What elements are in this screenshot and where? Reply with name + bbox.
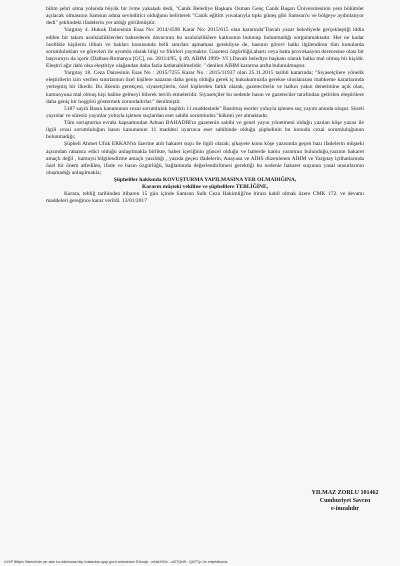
paragraph-yargitay-4: Yargıtay 4. Hukuk Dairesinin Esas No: 2014/4596 Karar No: 2015/615 olan kararında"Davalı yazar belediyede gerçekleştiği iddia edilen bir takım usulsüzlüklerden bahsederek davacının bu usulsüzlüklere katkısının bulunup bulunmadığı sorgulamaktadır. Her ne kadar özellikle kişilerin itibarı ve hakları konusunda belli sınırları aşmaması gerekliyse de, basının görevi halkı ilgilendiren tüm konularda sorumlulukları ve görevleri ile uyumlu olarak bilgi ve fikirleri yaymaktır. Gazeteci özgürlüğü,abartı veya hatta provokasyon derecesine olası bir başvuruyu da içerir (Dalban-Romanya [GC], no. 28114/95, § 49, AİHM 1999- VI ).Davalı belediye başkanı olarak halka mal olmuş bir kişidir. Eleştiri ağır dahi olsa eleştiriye olağandan daha fazla katlanabilmelidir. " denilen AİHM kararına atıfta bulunulmuştur. [46,27,364,69]
uyap-footer: UYAP Bilişim Sistemi'nde yer alan bu dokümana http://vatandas.uyap.gov.tr adresinden RJtomje - mhkkXH2e - utGTQeW - QAITTy= ile erişebilirsiniz. [4,560,229,564]
signature-name: YILMAZ ZORLU 101462 [311,490,379,496]
signature-block [300,489,390,513]
paragraph-yargitay-18: Yargıtay 18. Ceza Dairesinin Esas No : 2015/7255 Karar No : 2015/11937 olan 25.11.2015 tarihli kararında; "Siyasetçilere yönelik eleştirilerin izin verilen sınırlarının özel kişilere nazaran daha geniş olduğu gerek iç hukukumuzda gerekse uluslararası mahkeme kararlarında yerleşmiş bir ilkedir. Bu ilkenin gerekçesi, siyasetçilerin, özel kişilerden farklı olarak, gazetecilerin ve halkın yakın denetimine açık olan, kamuoyuna mal olmuş kişi haline gelmeyi bilerek tercih etmeleridir. Siyasetçiler bu nedenle basın ve gazeteciler tarafından getirilen eleştirilere daha geniş bir hoşgörü göstermek zorundadırlar." denilmiştir. [46,70,364,105]
decision-notification: Kararın müşteki vekiline ve şüphelilere TEBLİĞİNE, [141,184,269,191]
signature-status: e-imzalıdır [331,506,359,512]
paragraph-intro: bilim şehri olma yolunda büyük bir ivme yakaladı dedi, "Canik Belediye Başkanı Osman Genç Canik Başarı Üniversitesinin yeni bölümler açılacak olmasının Samsun adına sevindirici olduğunu belirterek "Canik eğitim yuvalarıyla tıpkı güneş gibi Samsun'u ve bölgeye aydınlatıyor dedi" şeklindeki ifadelerin yer aldığı görülmüştür. [46,6,364,27]
decision-no-prosecution: Şüpheliler hakkında KOVUŞTURMA YAPILMASINA YER OLMADIĞINA, [113,177,297,183]
decision-body [46,6,364,206]
paragraph-evidence: Tüm soruşturma evrakı kapsamından Adnan BAHADIR'ın gazetenin sahibi ve genel yayın yönetmeni olduğu yazılan köşe yazısı ile ilgili cezai sorumluluğun basın kanununun 11 maddesi uyarınca eser sahibinde olduğu şüphelinin bu konuda cezai sorumluluğunun bulunmadığı; [46,120,364,141]
paragraph-press-law: 5187 sayılı Basın kanununun cezai sorumluluk başlıklı 11.maddesinde" Basılmış eserler yoluyla işlenen suç yayım anında oluşur. Süreli yayınlar ve süresiz yayınlar yoluyla işlenen suçlardan eser sahibi sorumludur."hükmü yer almaktadır. [46,105,364,119]
paragraph-appeal: Karara, tebliğ tarihinden itibaren 15 gün içinde Samsun Sulh Ceza Hakimliği'ne itirazı kabil olmak üzere CMK 172. ve devamı maddeleri gereğince karar verildi. 13/01/2017 [46,191,364,205]
paragraph-suspect: Şüpheli Ahmet Ufuk ERKAN'ın üzerine atılı hakaret suçu ile ilgili olarak; şikayete konu köşe yazısında geçen bazı ifadelerin müşteki açısından rahatsız edici olduğu anlaşılmakla birlikte, haber içeriğinin güncel olduğu ve haberde kamu yararının bulunduğu,yazının hakaret amaçlı değil , kamuyu bilgilendirme amaçlı yazıldığı , yazıda geçen ifadelerin, Anayasa ve AİHS düzenlenen AİHM ve Yargıtay içtihatlarında özel bir önem atfedilen, ifade ve basın özgürlüğü, bağlamında değerlendirilmesi gerektiği bu nedenle hakaret suçunun yasal unsurlarının oluşmadığı anlaşılmakla; [46,141,364,176]
signature-title: Cumhuriyet Savcısı [319,498,371,504]
